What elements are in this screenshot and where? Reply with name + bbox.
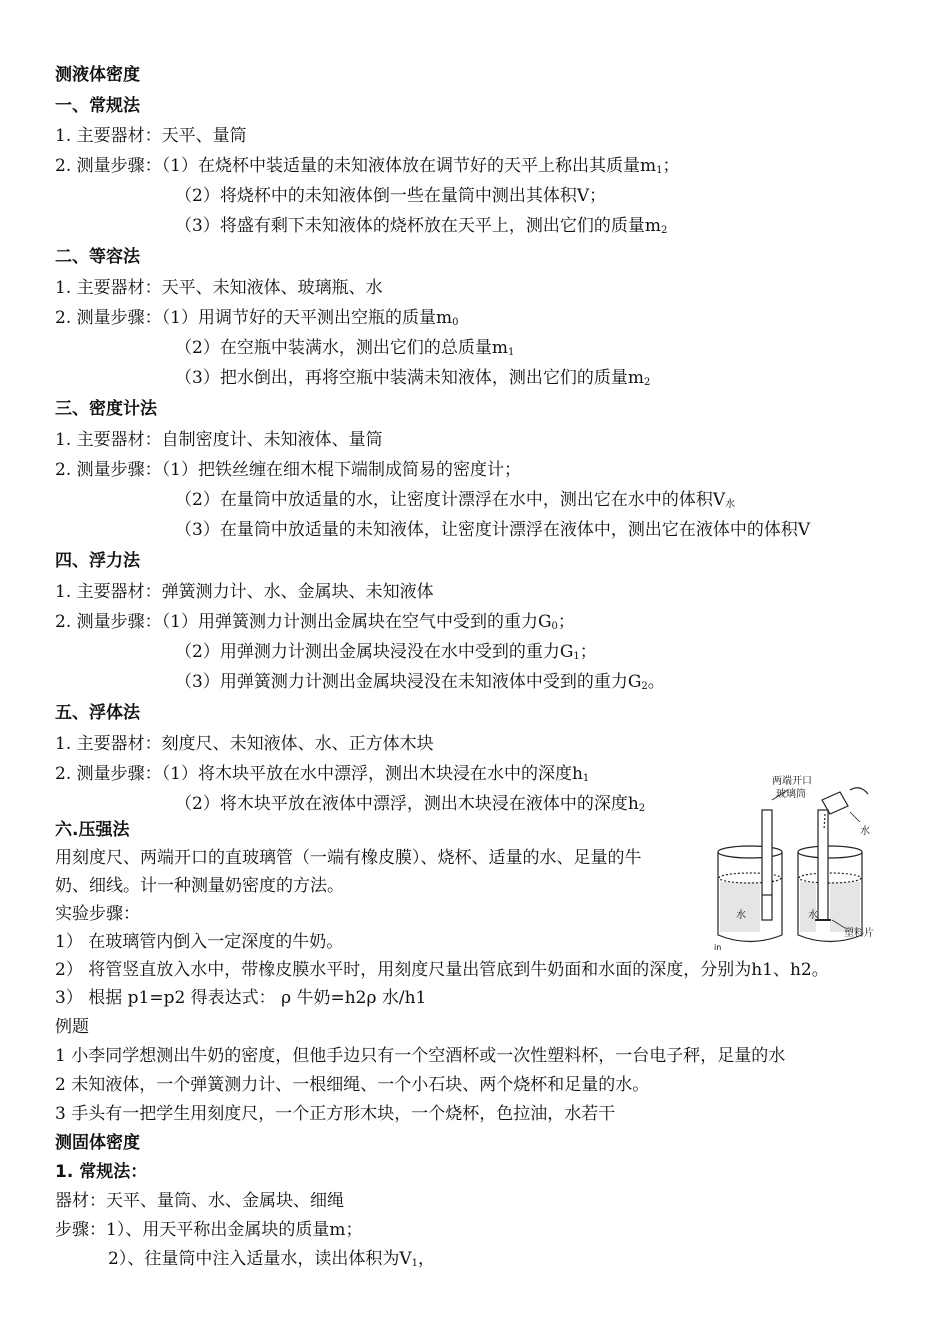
- step-1-method-2: 2. 测量步骤：（1）用调节好的天平测出空瓶的质量$m_0$: [55, 308, 459, 328]
- step-2-method-1: （2）将烧杯中的未知液体倒一些在量筒中测出其体积V；: [175, 186, 607, 206]
- method-6-step-3: 3） 根据 p1=p2 得表达式： ρ 牛奶=h2ρ 水/h1: [55, 988, 427, 1008]
- step-2-method-2: （2）在空瓶中装满水，测出它们的总质量$m_1$: [175, 338, 515, 358]
- method-6-step-2: 2） 将管竖直放入水中，带橡皮膜水平时，用刻度尺量出管底到牛奶面和水面的深度，分别为h1、h2。: [55, 960, 829, 980]
- heading-method-5: 五、浮体法: [55, 703, 140, 723]
- heading-method-6: 六.压强法: [55, 820, 130, 840]
- example-2: 2 未知液体，一个弹簧测力计、一根细绳、一个小石块、两个烧杯和足量的水。: [55, 1075, 650, 1095]
- label-water-pour: 水: [860, 826, 870, 837]
- method-6-steps-label: 实验步骤：: [55, 904, 140, 924]
- equip-method-3: 1. 主要器材：自制密度计、未知液体、量筒: [55, 430, 383, 450]
- heading-method-4: 四、浮力法: [55, 551, 140, 571]
- label-tube: 两端开口: [772, 776, 812, 787]
- heading-method-3: 三、密度计法: [55, 399, 157, 419]
- section-title-liquid: 测液体密度: [55, 65, 140, 85]
- step-3-method-1: （3）将盛有剩下未知液体的烧杯放在天平上，测出它们的质量$m_2$: [175, 216, 668, 236]
- equip-method-5: 1. 主要器材：刻度尺、未知液体、水、正方体木块: [55, 734, 434, 754]
- solid-equip: 器材：天平、量筒、水、金属块、细绳: [55, 1191, 344, 1211]
- step-3-method-4: （3）用弹簧测力计测出金属块浸没在未知液体中受到的重力$G_2$。: [175, 672, 665, 692]
- example-1: 1 小李同学想测出牛奶的密度，但他手边只有一个空酒杯或一次性塑料杯，一台电子秤，足量的水: [55, 1046, 786, 1066]
- equip-method-4: 1. 主要器材：弹簧测力计、水、金属块、未知液体: [55, 582, 434, 602]
- step-2-method-3: （2）在量筒中放适量的水，让密度计漂浮在水中，测出它在水中的体积$V_水$: [175, 490, 736, 510]
- method-6-para-1: 用刻度尺、两端开口的直玻璃管（一端有橡皮膜）、烧杯、适量的水、足量的牛: [55, 848, 642, 868]
- label-tube-2: 玻璃筒: [776, 789, 806, 800]
- label-water-right: 水: [808, 910, 818, 921]
- label-plastic: 塑料片: [844, 928, 874, 939]
- heading-method-1: 一、常规法: [55, 96, 140, 116]
- step-3-method-3: （3）在量筒中放适量的未知液体，让密度计漂浮在液体中，测出它在液体中的体积V: [175, 520, 811, 540]
- method-6-para-2: 奶、细线。计一种测量奶密度的方法。: [55, 876, 344, 896]
- examples-label: 例题: [55, 1017, 89, 1037]
- heading-method-2: 二、等容法: [55, 247, 140, 267]
- solid-step-1: 步骤：1）、用天平称出金属块的质量m；: [55, 1220, 363, 1240]
- step-1-method-3: 2. 测量步骤：（1）把铁丝缠在细木棍下端制成简易的密度计；: [55, 460, 521, 480]
- experiment-figure: [710, 770, 890, 955]
- method-6-step-1: 1） 在玻璃管内倒入一定深度的牛奶。: [55, 932, 344, 952]
- label-water-left: 水: [736, 910, 746, 921]
- right-glass-tube: [818, 810, 828, 920]
- solid-method-1-heading: 1. 常规法：: [55, 1162, 148, 1182]
- equip-method-2: 1. 主要器材：天平、未知液体、玻璃瓶、水: [55, 278, 383, 298]
- step-3-method-2: （3）把水倒出，再将空瓶中装满未知液体，测出它们的质量$m_2$: [175, 368, 651, 388]
- step-2-method-5: （2）将木块平放在液体中漂浮，测出木块浸在液体中的深度$h_2$: [175, 794, 646, 814]
- step-1-method-4: 2. 测量步骤：（1）用弹簧测力计测出金属块在空气中受到的重力$G_0$；: [55, 612, 575, 632]
- step-1-method-5: 2. 测量步骤：（1）将木块平放在水中漂浮，测出木块浸在水中的深度$h_1$: [55, 764, 590, 784]
- section-title-solid: 测固体密度: [55, 1133, 140, 1153]
- left-glass-tube: [762, 810, 772, 920]
- equip-method-1: 1. 主要器材：天平、量筒: [55, 126, 247, 146]
- label-corner: in: [714, 943, 722, 952]
- example-3: 3 手头有一把学生用刻度尺，一个正方形木块，一个烧杯，色拉油，水若干: [55, 1104, 616, 1124]
- step-2-method-4: （2）用弹测力计测出金属块浸没在水中受到的重力$G_1$；: [175, 642, 597, 662]
- step-1-method-1: 2. 测量步骤：（1）在烧杯中装适量的未知液体放在调节好的天平上称出其质量$m_1$；: [55, 156, 680, 176]
- solid-step-2: 2）、往量筒中注入适量水，读出体积为$V_1$，: [108, 1249, 435, 1269]
